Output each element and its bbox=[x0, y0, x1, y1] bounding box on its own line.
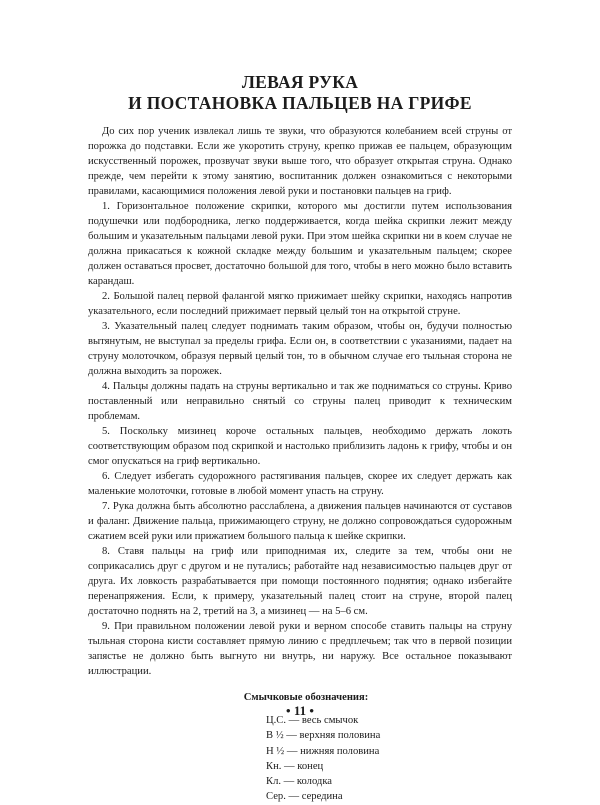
bowing-legend-title: Смычковые обозначения: bbox=[243, 692, 369, 703]
paragraph-rule-2: 2. Большой палец первой фалангой мягко прижимает шейку скрипки, находясь напротив указательного, если последний прижимает первый целый тон на открытой струне. bbox=[88, 291, 512, 317]
chapter-title bbox=[88, 72, 512, 114]
body-text bbox=[88, 124, 512, 679]
paragraph-rule-4: 4. Пальцы должны падать на струны вертикально и так же подниматься со струны. Криво поставленный или неправильно снятый со струны палец приводит к техническим проблемам. bbox=[88, 381, 512, 422]
paragraph-intro: До сих пор ученик извлекал лишь те звуки, что образуются колебанием всей струны от порожка до подставки. Если же укоротить струну, крепко прижав ее пальцем, образующим искусственный порожек, прозвучат звуки выше того, что образует открытая струна. Однако прежде, чем перейти к этому занятию, воспитанник должен ознакомиться с некоторыми правилами, касающимися положения левой руки и постановки пальцев на гриф. bbox=[88, 126, 512, 197]
chapter-title-line-2: И ПОСТАНОВКА ПАЛЬЦЕВ НА ГРИФЕ bbox=[128, 93, 472, 113]
page-content bbox=[88, 72, 512, 805]
paragraph-rule-1: 1. Горизонтальное положение скрипки, которого мы достигли путем использования подушечки или подбородника, легко поддерживается, когда шейка скрипки лежит между большим и указательным пальцами левой руки. При этом шейка скрипки ни в коем случае не должна прикасаться к кожной складке между большим и указательным пальцем; скорее должен оставаться просвет, достаточно большой для того, чтобы в него можно было вставить карандаш. bbox=[88, 201, 512, 287]
paragraph-rule-9: 9. При правильном положении левой руки и верном способе ставить пальцы на струну тыльная сторона кисти составляет прямую линию с предплечьем; так что в первой позиции запястье не должно быть выгнуто ни внутрь, ни наружу. Все остальное показывают иллюстрации. bbox=[88, 621, 512, 677]
paragraph-rule-5: 5. Поскольку мизинец короче остальных пальцев, необходимо держать локоть соответствующим образом под скрипкой и настолько приблизить ладонь к грифу, чтобы и он смог опускаться на гриф вертикально. bbox=[88, 426, 512, 467]
legend-item-frog: Кл. — колодка bbox=[266, 776, 333, 788]
bowing-legend-list bbox=[266, 713, 512, 805]
paragraph-rule-8: 8. Ставя пальцы на гриф или приподнимая их, следите за тем, чтобы они не соприкасались друг с другом и не путались; работайте над независимостью пальцев друг от друга. Их ловкость разрабатывается при помощи постоянного поднятия; однако избегайте перенапряжения. Если, к примеру, указательный палец стоит на струне, второй палец достаточно поднять на 2, третий на 3, а мизинец — на 5–6 см. bbox=[88, 546, 512, 617]
paragraph-rule-6: 6. Следует избегать судорожного растягивания пальцев, скорее их следует держать как маленькие молоточки, готовые в любой момент упасть на струну. bbox=[88, 471, 512, 497]
legend-item-upper-half: В ½ — верхняя половина bbox=[266, 730, 381, 742]
paragraph-rule-3: 3. Указательный палец следует поднимать таким образом, чтобы он, будучи полностью вытянутым, не выступал за пределы грифа. Если он, в соответствии с указаниями, падает на струну молоточком, образуя первый целый тон, то в обычном случае его тыльная сторона не должна выходить за порожек. bbox=[88, 321, 512, 377]
paragraph-rule-7: 7. Рука должна быть абсолютно расслаблена, а движения пальцев начинаются от суставов и фаланг. Движение пальца, прижимающего струну, не должно сопровождаться судорожным сжатием всей руки или прижатием большого пальца к шейке скрипки. bbox=[88, 501, 512, 542]
legend-item-lower-half: Н ½ — нижняя половина bbox=[266, 745, 380, 757]
page-number: • 11 • bbox=[286, 703, 314, 718]
legend-item-middle: Сер. — середина bbox=[266, 791, 343, 803]
chapter-title-line-1: ЛЕВАЯ РУКА bbox=[241, 72, 359, 92]
legend-item-tip: Кн. — конец bbox=[266, 760, 324, 772]
legend-item-whole-bow: Ц.С. — весь смычок bbox=[266, 715, 359, 726]
